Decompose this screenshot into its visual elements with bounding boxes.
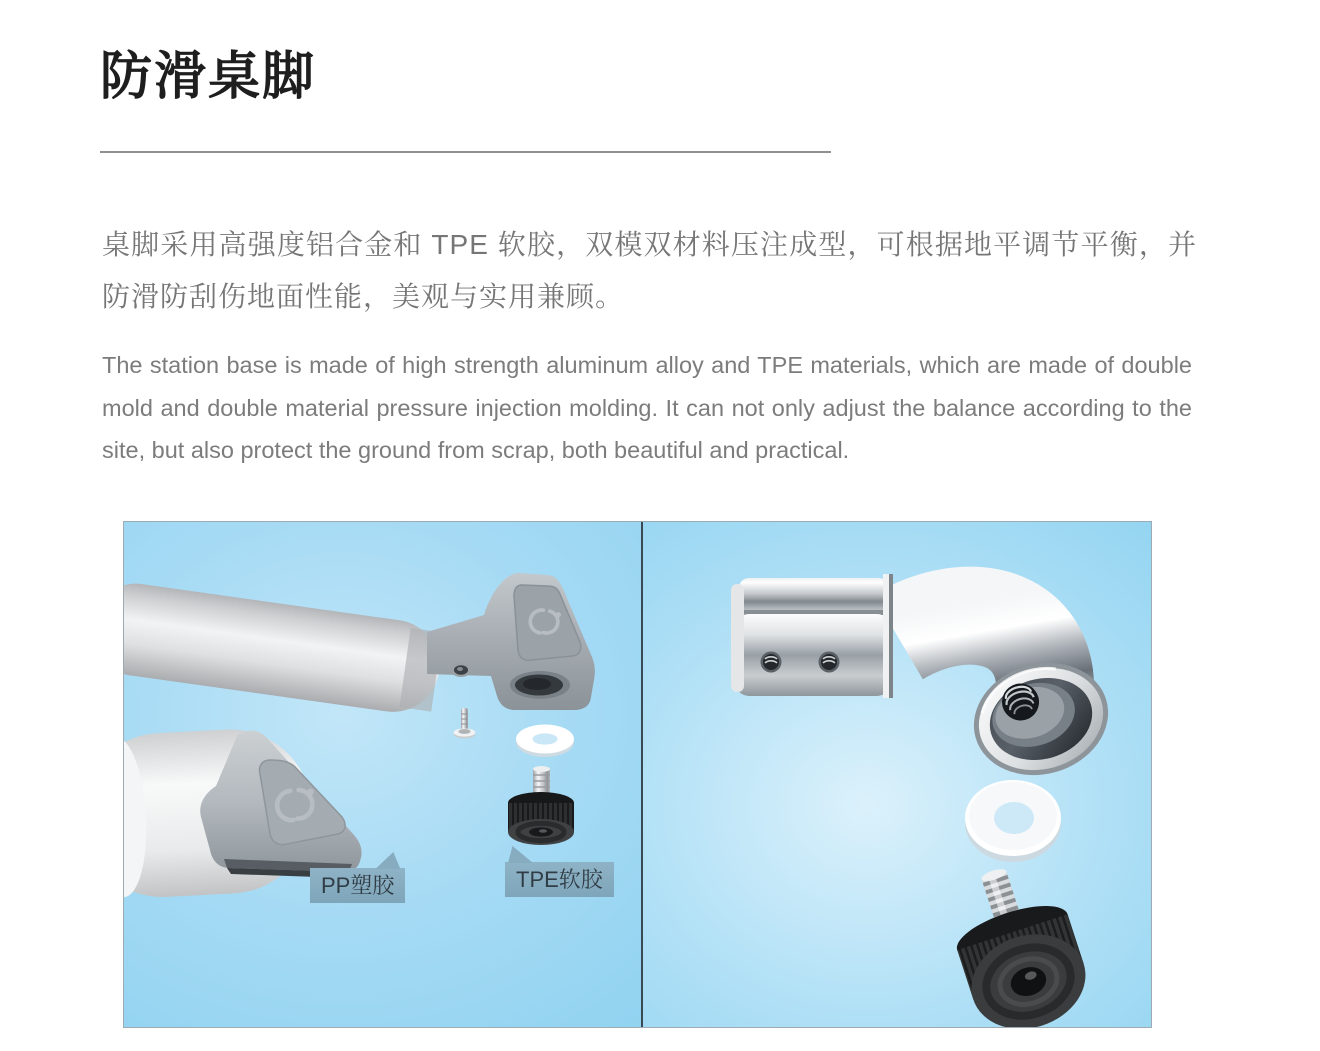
corner-foot-connector	[427, 573, 595, 710]
callout-tpe-rubber	[505, 862, 614, 897]
side-screw-boss	[451, 663, 471, 677]
intro-paragraph-chinese: 桌脚采用高强度铝合金和 TPE 软胶，双模双材料压注成型，可根据地平调节平衡，并防滑防刮伤地面性能，美观与实用兼顾。	[102, 229, 1197, 312]
tpe-foot	[508, 766, 574, 845]
right-panel-illustration	[643, 522, 1151, 1027]
elbow-clamp-section	[731, 574, 893, 698]
washer	[965, 780, 1061, 862]
figure-panel-left	[124, 522, 641, 1027]
left-panel-illustration	[124, 522, 641, 1027]
page-title: 防滑桌脚	[100, 47, 317, 107]
intro-paragraph-english: The station base is made of high strength aluminum alloy and TPE materials, which are made of double mold and double material pressure injection molding. It can not only adjust the balance according to the site, but also protect the ground from scrap, both beautiful and practical.	[102, 352, 1192, 463]
washer	[516, 725, 574, 758]
elbow-opening	[960, 647, 1121, 790]
screw	[454, 708, 476, 739]
set-screw-hole	[761, 652, 782, 673]
tpe-foot	[937, 853, 1098, 1027]
aluminum-tube-top	[124, 578, 445, 718]
figure-panel-right	[643, 522, 1151, 1027]
title-divider	[100, 151, 831, 153]
callout-tpe-label: TPE软胶	[516, 867, 603, 892]
aluminum-elbow-connector	[731, 574, 1122, 791]
logo-recess	[514, 585, 581, 660]
logo-recess	[259, 760, 345, 845]
product-figure	[124, 522, 1151, 1027]
set-screw-hole	[819, 652, 840, 673]
callout-pp-label: PP塑胶	[321, 873, 395, 898]
callout-pp-plastic	[310, 868, 405, 903]
foot-socket-hole	[510, 671, 570, 699]
